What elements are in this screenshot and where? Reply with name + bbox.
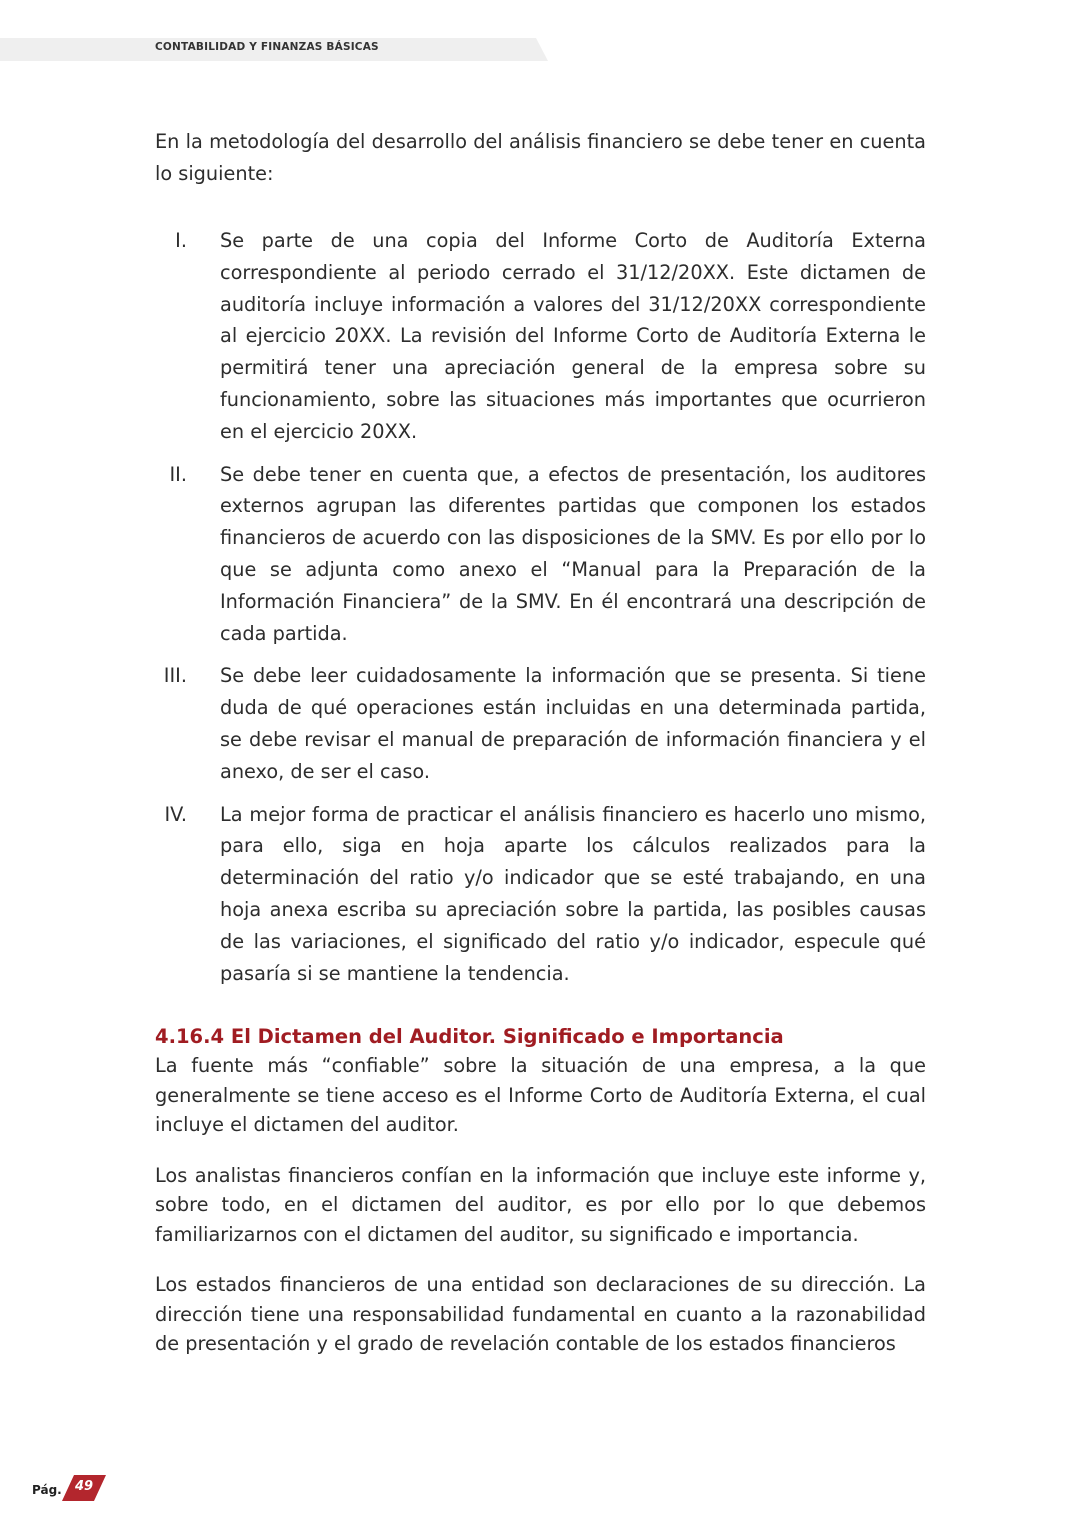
page-content <box>155 126 926 1380</box>
running-header-title: CONTABILIDAD Y FINANZAS BÁSICAS <box>155 41 379 53</box>
list-item-number: II. <box>169 462 187 486</box>
list-item-number: I. <box>175 229 187 252</box>
page-number: 49 <box>74 1479 94 1494</box>
body-paragraph: Los analistas financieros confían en la información que incluye este informe y, sobre todo, en el dictamen del auditor, es por ello por lo que debemos familiarizarnos con el dictamen del auditor, su significado e importancia. <box>155 1163 926 1246</box>
list-item-text: Se debe leer cuidadosamente la información que se presenta. Si tiene duda de qué operaciones están incluidas en una determinada partida, se debe revisar el manual de preparación de información financiera y el anexo, de ser el caso. <box>220 664 926 783</box>
list-item <box>155 660 926 787</box>
methodology-list <box>155 225 926 989</box>
list-item-text: La mejor forma de practicar el análisis financiero es hacerlo uno mismo, para ello, siga en hoja aparte los cálculos realizados para la determinación del ratio y/o indicador que se esté trabajando, en una hoja anexa escriba su apreciación sobre la partida, las posibles causas de las variaciones, el significado del ratio y/o indicador, especule qué pasaría si se mantiene la tendencia. <box>220 802 926 985</box>
list-item-text: Se debe tener en cuenta que, a efectos de presentación, los auditores externos agrupan las diferentes partidas que componen los estados financieros de acuerdo con las disposiciones de la SMV. Es por ello por lo que se adjunta como anexo el “Manual para la Preparación de la Información Financiera” de la SMV. En él encontrará una descripción de cada partida. <box>220 462 926 645</box>
body-paragraph: La fuente más “confiable” sobre la situación de una empresa, a la que generalmente se tiene acceso es el Informe Corto de Auditoría Externa, el cual incluye el dictamen del auditor. <box>155 1054 926 1137</box>
intro-paragraph: En la metodología del desarrollo del análisis financiero se debe tener en cuenta lo siguiente: <box>155 130 926 185</box>
list-item-text: Se parte de una copia del Informe Corto de Auditoría Externa correspondiente al periodo cerrado el 31/12/20XX. Este dictamen de auditoría incluye información a valores del 31/12/20XX correspondiente al ejercicio 20XX. La revisión del Informe Corto de Auditoría Externa le permitirá tener una apreciación general de la empresa sobre su funcionamiento, sobre las situaciones más importantes que ocurrieron en el ejercicio 20XX. <box>220 229 926 443</box>
body-paragraph: Los estados financieros de una entidad son declaraciones de su dirección. La dirección tiene una responsabilidad fundamental en cuanto a la razonabilidad de presentación y el grado de revelación contable de los estados financieros <box>155 1273 926 1356</box>
list-item <box>155 225 926 448</box>
list-item <box>155 459 926 650</box>
list-item-number: IV. <box>164 802 187 826</box>
page-label: Pág. <box>32 1483 62 1497</box>
list-item <box>155 799 926 990</box>
section-heading: 4.16.4 El Dictamen del Auditor. Significado e Importancia <box>155 1025 784 1049</box>
list-item-number: III. <box>163 664 187 688</box>
